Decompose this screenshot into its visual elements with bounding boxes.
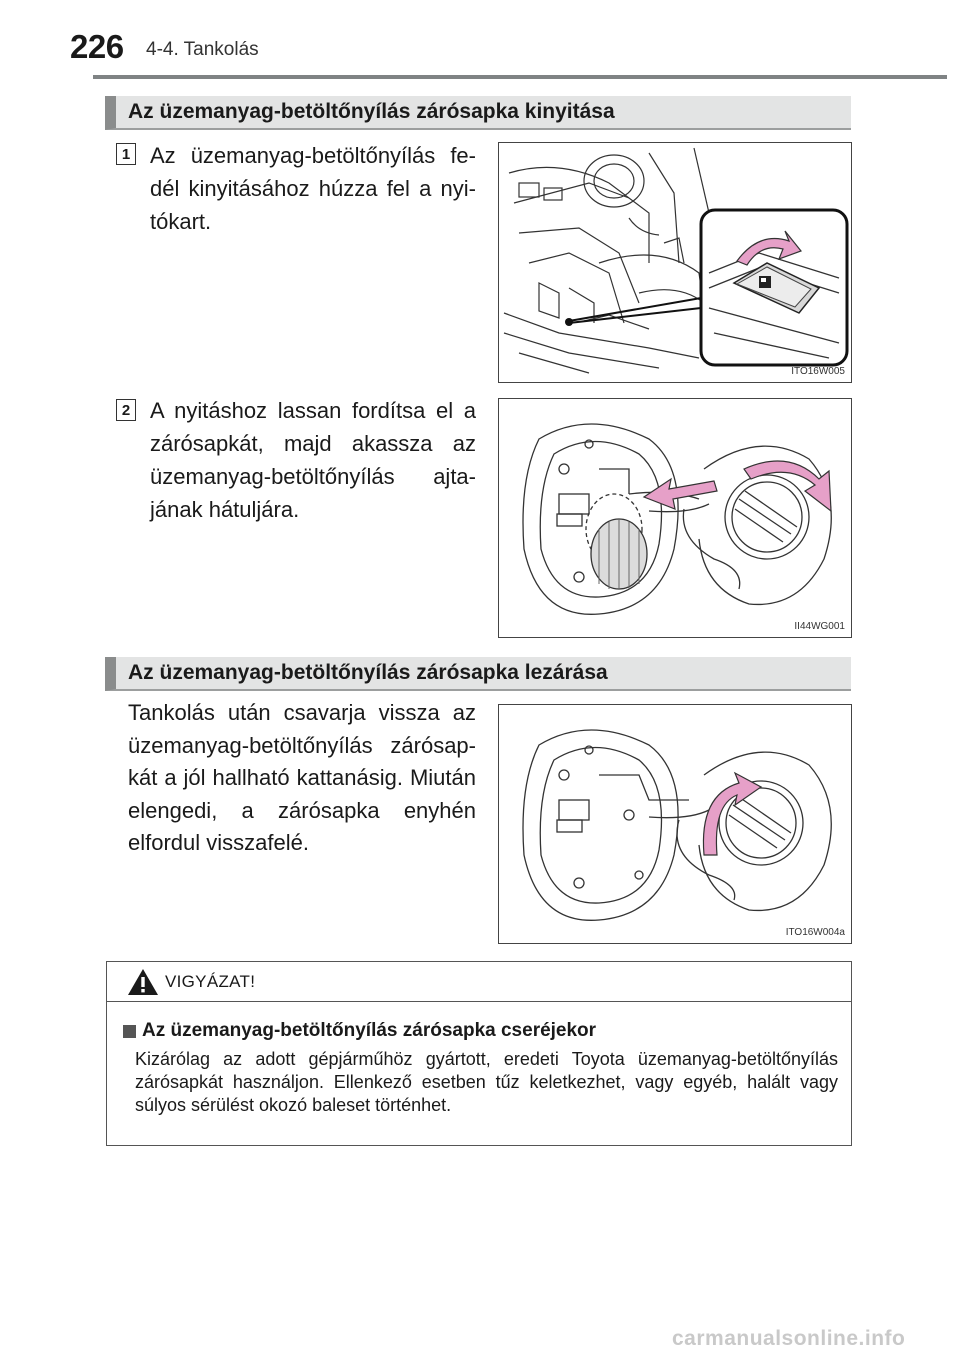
caution-box: [106, 961, 852, 1146]
figure-cap-opening: [498, 398, 852, 638]
figure-code-2: II44WG001: [794, 621, 845, 632]
caution-subtitle-text: Az üzemanyag-betöltőnyílás zárósapka cseréjekor: [142, 1020, 597, 1041]
watermark: carmanualsonline.info: [672, 1327, 906, 1350]
caution-subtitle: [123, 1020, 596, 1042]
step-badge-2: 2: [116, 399, 136, 421]
step-badge-1: 1: [116, 143, 136, 165]
figure-cap-closing: [498, 704, 852, 944]
figure-code-3: ITO16W004a: [785, 927, 845, 938]
interior-lever-illustration: [499, 143, 852, 383]
caution-text: Kizárólag az adott gépjárműhöz gyártott, eredeti Toyota üzemanyag-betöltőnyílás zárósapkát használjon. Ellenkező esetben tűz keletkezhet, vagy egyéb, halált vagy súlyos sérülést okozó baleset történhet.: [135, 1049, 838, 1115]
cap-opening-illustration: [499, 399, 852, 638]
caution-header: [107, 962, 851, 1002]
caution-title: VIGYÁZAT!: [165, 971, 256, 991]
section-heading-open: [105, 96, 851, 130]
figure-fuel-door-lever: [498, 142, 852, 383]
chapter-title: 4-4. Tankolás: [146, 39, 259, 60]
section-heading-open-text: Az üzemanyag-betöltőnyílás zárósapka kinyitása: [128, 100, 615, 123]
section-heading-close-text: Az üzemanyag-betöltőnyílás zárósapka lezárása: [128, 661, 608, 684]
header-divider: [93, 75, 947, 79]
section-heading-close: [105, 657, 851, 691]
warning-triangle-icon: [127, 968, 159, 996]
step-1-text: Az üzemanyag-betöltőnyílás fedél kinyitásához húzza fel a nyitókart.: [150, 143, 476, 234]
step-2-text: A nyitáshoz lassan fordítsa el a zárósapkát, majd akassza az üzemanyag-betöltőnyílás ajtajának hátuljára.: [150, 398, 476, 522]
square-bullet-icon: [123, 1025, 136, 1038]
closing-text: Tankolás után csavarja vissza az üzemanyag-betöltőnyílás zárósapkát a jól hallható kattanásig. Miután elengedi, a zárósapka enyhén elfordul visszafelé.: [128, 700, 476, 855]
figure-code-1: ITO16W005: [791, 366, 845, 377]
cap-closing-illustration: [499, 705, 852, 944]
page-number: 226: [70, 28, 124, 65]
